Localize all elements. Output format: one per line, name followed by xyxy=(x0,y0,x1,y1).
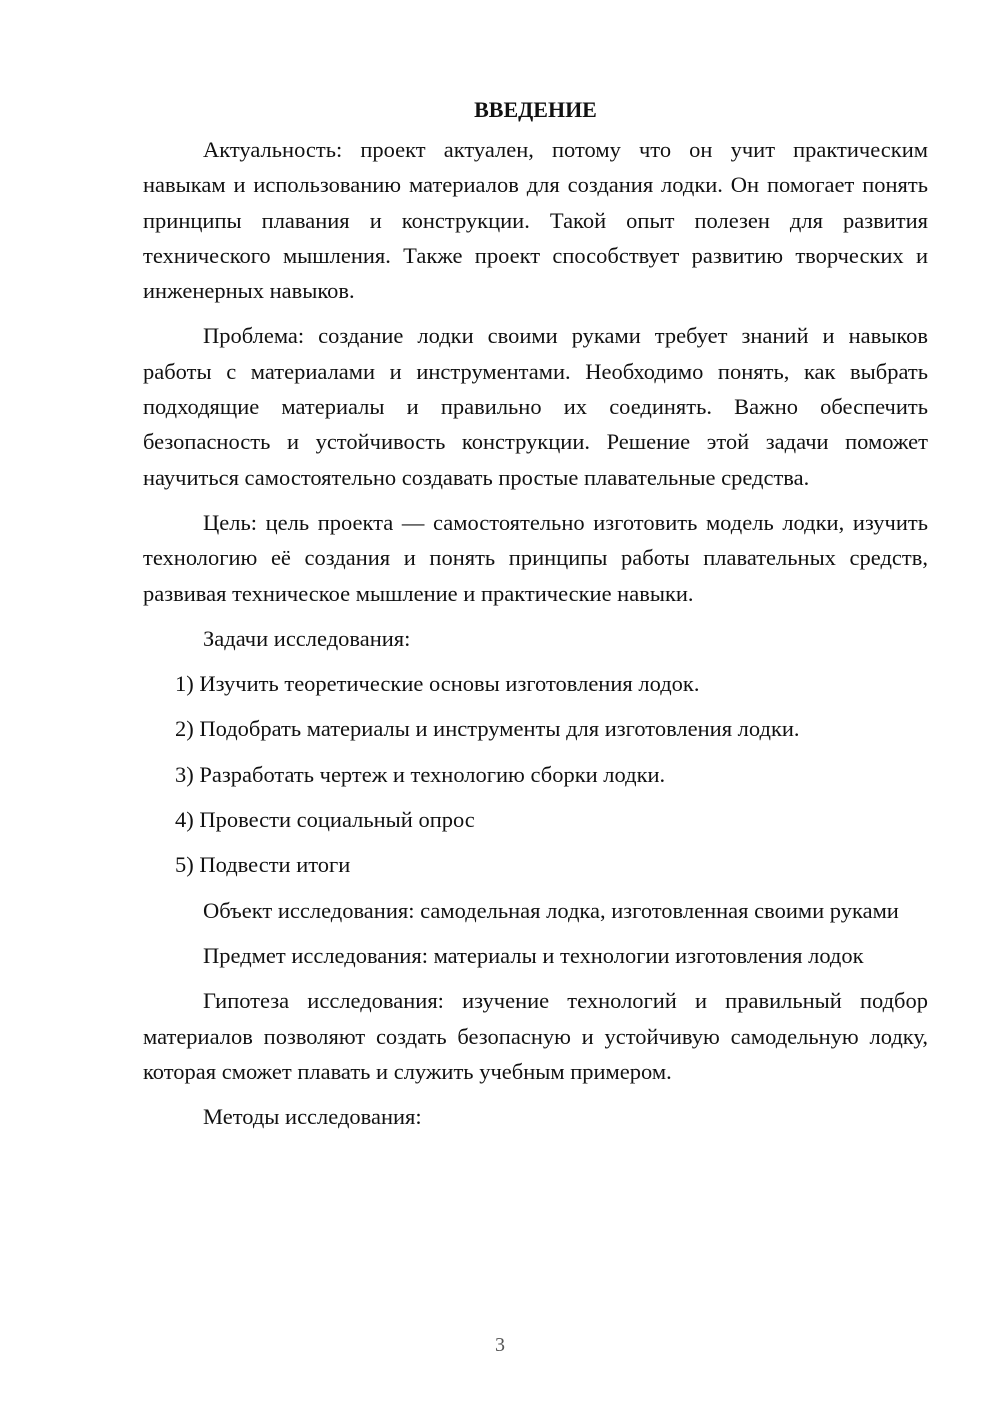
tasks-list xyxy=(143,666,928,882)
list-item: 4) Провести социальный опрос xyxy=(175,807,475,833)
goal-paragraph: Цель: цель проекта — самостоятельно изготовить модель лодки, изучить технологию её создания и понять принципы работы плавательных средств, развивая техническое мышление и практические навыки. xyxy=(143,509,928,606)
document-page xyxy=(143,92,928,1144)
list-item: 1) Изучить теоретические основы изготовления лодок. xyxy=(175,671,700,697)
list-item: 5) Подвести итоги xyxy=(175,852,351,878)
list-item: 2) Подобрать материалы и инструменты для изготовления лодки. xyxy=(175,716,800,742)
hypothesis-paragraph: Гипотеза исследования: изучение технологий и правильный подбор материалов позволяют создать безопасную и устойчивую самодельную лодку, которая сможет плавать и служить учебным примером. xyxy=(143,988,928,1084)
page-title: ВВЕДЕНИЕ xyxy=(474,97,597,122)
methods-title: Методы исследования: xyxy=(203,1104,422,1130)
relevance-paragraph: Актуальность: проект актуален, потому что он учит практическим навыкам и использованию материалов для создания лодки. Он помогает понять принципы плавания и конструкции. Такой опыт полезен для развития технического мышления. Также проект способствует развитию творческих и инженерных навыков. xyxy=(143,137,928,304)
object-paragraph: Объект исследования: самодельная лодка, изготовленная своими руками xyxy=(203,897,899,923)
list-item: 3) Разработать чертеж и технологию сборки лодки. xyxy=(175,761,666,787)
subject-paragraph: Предмет исследования: материалы и технологии изготовления лодок xyxy=(203,942,864,968)
page-number: 3 xyxy=(495,1334,505,1356)
tasks-title: Задачи исследования: xyxy=(203,625,411,651)
problem-paragraph: Проблема: создание лодки своими руками требует знаний и навыков работы с материалами и инструментами. Необходимо понять, как выбрать подходящие материалы и правильно их соединять. Важно обеспечить безопасность и устойчивость конструкции. Решение этой задачи поможет научиться самостоятельно создавать простые плавательные средства. xyxy=(143,323,928,490)
